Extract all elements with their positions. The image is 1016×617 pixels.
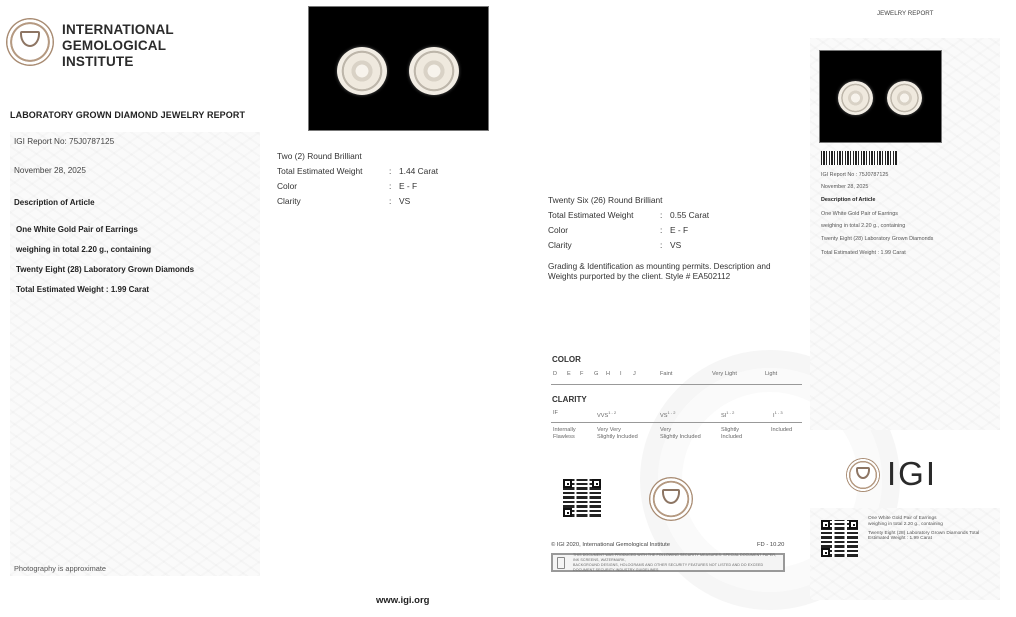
spec-sep: :: [660, 209, 663, 220]
brand-line-1: INTERNATIONAL: [62, 22, 174, 37]
clarity-desc-line: Included: [771, 427, 793, 433]
card-date: November 28, 2025: [821, 184, 869, 190]
description-line-2: weighing in total 2.20 g., containing: [16, 245, 152, 254]
report-number: IGI Report No: 75J0787125: [14, 137, 115, 146]
spec-row-clarity: [548, 237, 709, 252]
spec-label: Total Estimated Weight: [548, 209, 634, 220]
clarity-scale-rule: [551, 422, 802, 423]
color-grade: G: [594, 371, 599, 377]
igi-seal-logo: [649, 477, 693, 521]
card-earrings-photo: [819, 50, 942, 143]
clarity-grade-sup: 1 - 2: [608, 410, 617, 415]
spec-value: VS: [399, 195, 411, 206]
clarity-desc-line: Very: [660, 427, 672, 433]
clarity-desc-line: Internally: [553, 427, 576, 433]
earring-left-image: [838, 81, 873, 115]
color-term: Very Light: [712, 371, 737, 377]
spec-label: Color: [548, 224, 569, 235]
card-description-heading: Description of Article: [821, 197, 876, 203]
clarity-grade-label: I: [773, 412, 775, 419]
clarity-grade-if: [553, 410, 558, 416]
spec-sep: :: [389, 180, 392, 191]
clarity-grade-label: SI: [721, 412, 727, 419]
spec-value: E - F: [399, 180, 418, 191]
clarity-desc-line: Flawless: [553, 434, 575, 440]
igi-logo-text: IGI: [887, 455, 938, 492]
barcode: [821, 151, 897, 165]
spec-sep: :: [660, 224, 663, 235]
spec-label: Clarity: [277, 195, 301, 206]
earrings-photo: [308, 6, 489, 131]
report-date: November 28, 2025: [14, 166, 86, 175]
clarity-grade-si: [721, 410, 734, 419]
description-heading: Description of Article: [14, 198, 95, 207]
description-line-3: Twenty Eight (28) Laboratory Grown Diamonds: [16, 265, 195, 274]
card-qr-code-icon[interactable]: [821, 520, 858, 557]
card-back-line: One White Gold Pair of Earrings: [868, 516, 937, 521]
earring-left-image: [337, 47, 387, 95]
description-line-1: One White Gold Pair of Earrings: [16, 225, 138, 234]
color-term: Faint: [660, 371, 673, 377]
spec-value: VS: [670, 239, 682, 250]
igi-seal-logo: [846, 458, 880, 492]
clarity-grade-label: VS: [660, 412, 668, 419]
center-stones-spec: [277, 148, 438, 208]
security-notice: [551, 553, 785, 572]
clarity-desc-vs: [660, 427, 701, 441]
melee-stones-heading: Twenty Six (26) Round Brilliant: [548, 194, 663, 205]
website: www.igi.org: [376, 595, 430, 606]
qr-code-icon[interactable]: [563, 479, 601, 517]
spec-value: 1.44 Carat: [399, 165, 439, 176]
clarity-desc-line: Very Very: [597, 427, 621, 433]
spec-sep: :: [389, 195, 392, 206]
color-grade: F: [580, 371, 584, 377]
earring-right-image: [409, 47, 459, 95]
spec-label: Total Estimated Weight: [277, 165, 363, 176]
color-scale-rule: [551, 384, 802, 385]
spec-heading: [548, 192, 709, 207]
spec-row-weight: [277, 163, 438, 178]
card-back-line: Estimated Weight : 1.99 Carat: [868, 536, 932, 542]
spec-row-weight: [548, 207, 709, 222]
report-title: LABORATORY GROWN DIAMOND JEWELRY REPORT: [10, 110, 246, 120]
card-line-3: Twenty Eight (28) Laboratory Grown Diamonds: [821, 236, 934, 242]
security-text-line: THIS DOCUMENT WAS PRODUCED WITH THE FOLLOWING SECURITY MEASURES: SPECIAL DOCUMENT PAPER, INK SCREENS, WATERMARK,: [573, 552, 777, 562]
spec-row-color: [277, 178, 438, 193]
description-line-4: Total Estimated Weight : 1.99 Carat: [16, 285, 150, 294]
spec-heading: [277, 148, 438, 163]
card-back-text: [868, 516, 979, 542]
clarity-grade-vvs: [597, 410, 616, 419]
diamond-icon: [20, 31, 40, 47]
clarity-desc-i: [771, 427, 792, 434]
spec-row-clarity: [277, 193, 438, 208]
spec-sep: :: [389, 165, 392, 176]
earring-right-image: [887, 81, 922, 115]
clarity-desc-line: Slightly Included: [597, 434, 638, 440]
clarity-grade-sup: 1 - 3: [774, 410, 783, 415]
document-icon: [557, 557, 565, 569]
brand-line-2: GEMOLOGICAL: [62, 38, 167, 53]
card-report-number: IGI Report No : 75J0787125: [821, 172, 889, 178]
photo-disclaimer: Photography is approximate: [14, 564, 107, 573]
security-text-line: BACKGROUND DESIGNS, HOLOGRAMS AND OTHER SECURITY FEATURES NOT LISTED AND DO EXCEED DOCUMENT SECURITY INDUSTRY GUIDELINES.: [573, 562, 764, 572]
clarity-grade-sup: 1 - 2: [667, 410, 676, 415]
spec-sep: :: [660, 239, 663, 250]
clarity-desc-si: [721, 427, 742, 441]
diamond-icon: [856, 467, 870, 479]
diamond-icon: [662, 489, 680, 504]
card-line-1: One White Gold Pair of Earrings: [821, 211, 898, 217]
color-grade: J: [633, 371, 636, 377]
form-code: FD - 10.20: [757, 542, 785, 548]
brand-name: [62, 22, 174, 70]
security-text: [573, 553, 783, 573]
clarity-grade-label: IF: [553, 410, 558, 416]
clarity-grade-vs: [660, 410, 675, 419]
color-grade: H: [606, 371, 611, 377]
spec-value: E - F: [670, 224, 689, 235]
clarity-grade-label: VVS: [597, 412, 609, 419]
clarity-desc-line: Included: [721, 434, 743, 440]
color-grade: E: [567, 371, 571, 377]
clarity-scale-heading: CLARITY: [552, 395, 587, 404]
brand-line-3: INSTITUTE: [62, 54, 134, 69]
clarity-desc-if: [553, 427, 576, 441]
card-line-4: Total Estimated Weight : 1.99 Carat: [821, 250, 906, 256]
igi-seal-logo: [6, 18, 54, 66]
color-term: Light: [765, 371, 778, 377]
spec-label: Clarity: [548, 239, 572, 250]
color-grade: D: [553, 371, 558, 377]
clarity-desc-vvs: [597, 427, 638, 441]
card-title: JEWELRY REPORT: [877, 10, 934, 17]
clarity-grade-i: [773, 410, 783, 419]
card-line-2: weighing in total 2.20 g., containing: [821, 223, 906, 229]
clarity-desc-line: Slightly: [721, 427, 740, 433]
color-scale-heading: COLOR: [552, 355, 581, 364]
clarity-desc-line: Slightly Included: [660, 434, 701, 440]
copyright: © IGI 2020, International Gemological Institute: [551, 542, 670, 548]
spec-label: Color: [277, 180, 298, 191]
spec-value: 0.55 Carat: [670, 209, 710, 220]
clarity-grade-sup: 1 - 2: [726, 410, 735, 415]
card-back-line: Twenty Eight (28) Laboratory Grown Diamonds Total: [868, 530, 980, 536]
grading-comment: Grading & Identification as mounting permits. Description and Weights purported by the client. Style # EA502112: [548, 262, 771, 281]
center-stones-heading: Two (2) Round Brilliant: [277, 150, 362, 161]
color-grade: I: [620, 371, 622, 377]
melee-stones-spec: [548, 192, 709, 252]
spec-row-color: [548, 222, 709, 237]
card-back-line: weighing in total 2.20 g., containing: [868, 521, 943, 527]
